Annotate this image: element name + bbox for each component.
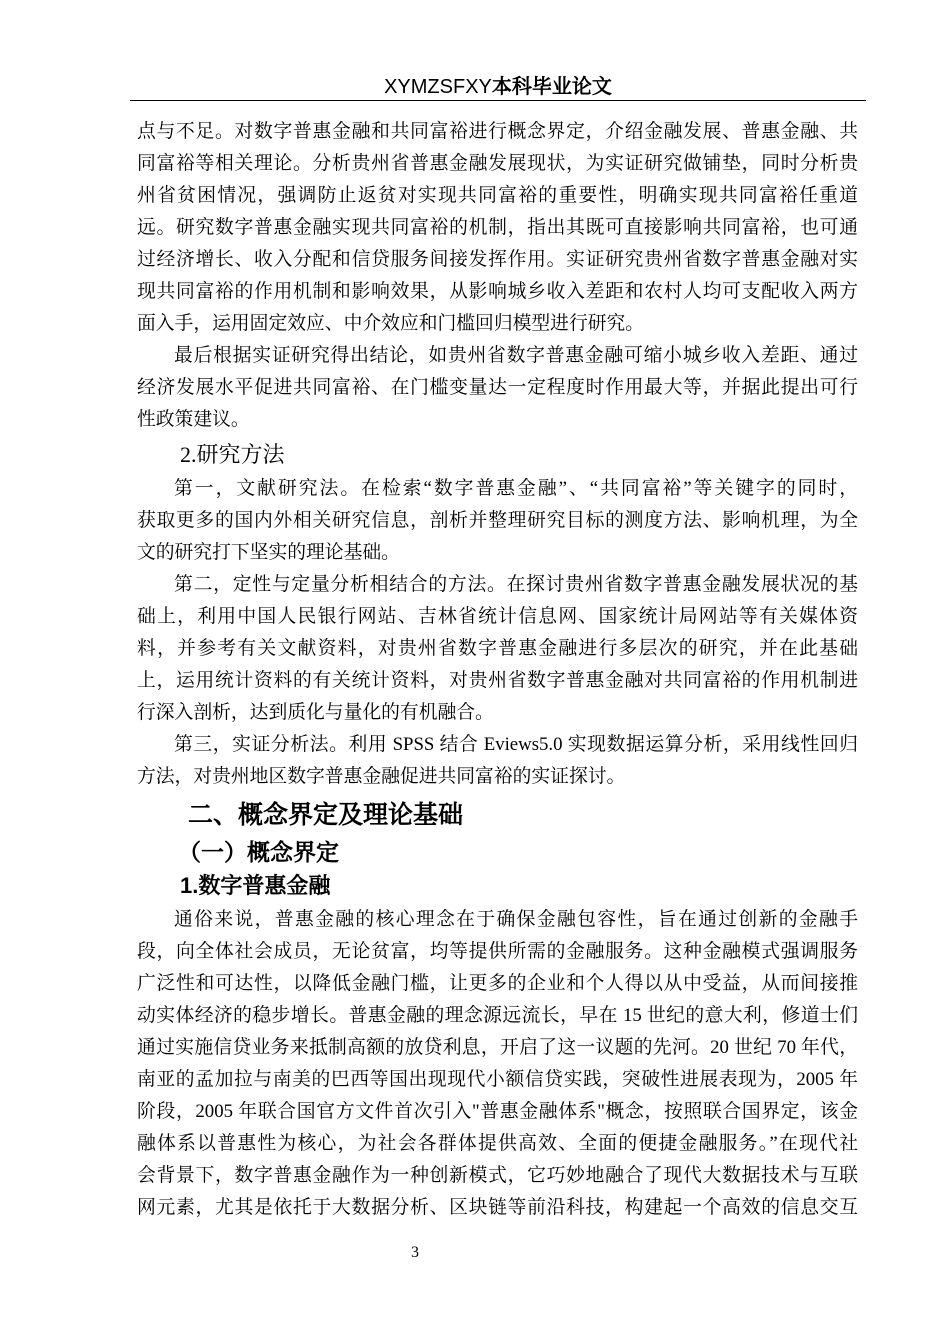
paragraph-conclusion: [137, 340, 858, 436]
text-line: 上，运用统计资料的有关统计资料，对贵州省数字普惠金融对共同富裕的作用机制进: [137, 670, 858, 691]
text-line: 州省贫困情况，强调防止返贫对实现共同富裕的重要性，明确实现共同富裕任重道: [137, 185, 858, 206]
paragraph-method-empirical: [137, 729, 858, 793]
text-line: 行深入剖析，达到质化与量化的有机融合。: [137, 702, 494, 723]
text-line: 经济发展水平促进共同富裕、在门槛变量达一定程度时作用最大等，并据此提出可行: [137, 377, 858, 398]
header-title: 本科毕业论文: [491, 76, 612, 98]
chapter-title: 二、概念界定及理论基础: [188, 801, 464, 829]
section-title: （一）概念界定: [178, 839, 339, 865]
subsection-title: 1.数字普惠金融: [180, 873, 331, 898]
paragraph-method-mixed: [137, 569, 858, 729]
text-line: 第一，文献研究法。在检索“数字普惠金融”、“共同富裕”等关键字的同时，: [174, 478, 858, 499]
text-line: 现共同富裕的作用机制和影响效果，从影响城乡收入差距和农村人均可支配收入两方: [137, 281, 858, 302]
text-line: 同富裕等相关理论。分析贵州省普惠金融发展现状，为实证研究做铺垫，同时分析贵: [137, 153, 858, 174]
page-body: [137, 116, 858, 1224]
text-line: 段，向全体社会成员，无论贫富，均等提供所需的金融服务。这种金融模式强调服务: [137, 941, 858, 962]
text-line: 广泛性和可达性，以降低金融门槛，让更多的企业和个人得以从中受益，从而间接推: [137, 973, 858, 994]
text-line: 融体系以普惠性为核心，为社会各群体提供高效、全面的便捷金融服务。”在现代社: [137, 1133, 858, 1154]
text-line: 获取更多的国内外相关研究信息，剖析并整理研究目标的测度方法、影响机理，为全: [137, 510, 858, 531]
text-line: 最后根据实证研究得出结论，如贵州省数字普惠金融可缩小城乡收入差距、通过: [174, 345, 858, 366]
text-line: 会背景下，数字普惠金融作为一种创新模式，它巧妙地融合了现代大数据技术与互联: [137, 1165, 858, 1186]
text-line: 料，并参考有关文献资料，对贵州省数字普惠金融进行多层次的研究，并在此基础: [137, 638, 858, 659]
paragraph-research-content: [137, 116, 858, 340]
text-line: 第三，实证分析法。利用 SPSS 结合 Eviews5.0 实现数据运算分析，采用线性回归: [174, 734, 858, 755]
paragraph-method-literature: [137, 473, 858, 569]
text-line: 面入手，运用固定效应、中介效应和门槛回归模型进行研究。: [137, 313, 645, 334]
text-line: 第二，定性与定量分析相结合的方法。在探讨贵州省数字普惠金融发展状况的基: [174, 574, 858, 595]
page-header: [130, 75, 866, 99]
text-line: 阶段，2005 年联合国官方文件首次引入"普惠金融体系"概念，按照联合国界定，该金: [137, 1101, 858, 1122]
text-line: 文的研究打下坚实的理论基础。: [137, 542, 400, 563]
text-line: 过经济增长、收入分配和信贷服务间接发挥作用。实证研究贵州省数字普惠金融对实: [137, 249, 858, 270]
text-line: 点与不足。对数字普惠金融和共同富裕进行概念界定，介绍金融发展、普惠金融、共: [137, 121, 858, 142]
header-code: XYMZSFXY: [384, 76, 492, 98]
header-rule: [130, 100, 866, 101]
text-line: 动实体经济的稳步增长。普惠金融的理念源远流长，早在 15 世纪的意大利，修道士们: [137, 1005, 858, 1026]
heading-research-methods: 2.研究方法: [180, 442, 285, 467]
text-line: 通过实施信贷业务来抵制高额的放贷利息，开启了这一议题的先河。20 世纪 70 年代，: [137, 1037, 858, 1058]
page-number: 3: [411, 1244, 419, 1261]
text-line: 南亚的孟加拉与南美的巴西等国出现现代小额信贷实践，突破性进展表现为，2005 年: [137, 1069, 858, 1090]
text-line: 性政策建议。: [137, 409, 250, 430]
paragraph-inclusive-finance: [137, 904, 858, 1224]
text-line: 远。研究数字普惠金融实现共同富裕的机制，指出其既可直接影响共同富裕，也可通: [137, 217, 858, 238]
text-line: 网元素，尤其是依托于大数据分析、区块链等前沿科技，构建起一个高效的信息交互: [137, 1197, 858, 1218]
text-line: 础上，利用中国人民银行网站、吉林省统计信息网、国家统计局网站等有关媒体资: [137, 606, 858, 627]
text-line: 方法，对贵州地区数字普惠金融促进共同富裕的实证探讨。: [137, 766, 626, 787]
text-line: 通俗来说，普惠金融的核心理念在于确保金融包容性，旨在通过创新的金融手: [174, 909, 858, 930]
